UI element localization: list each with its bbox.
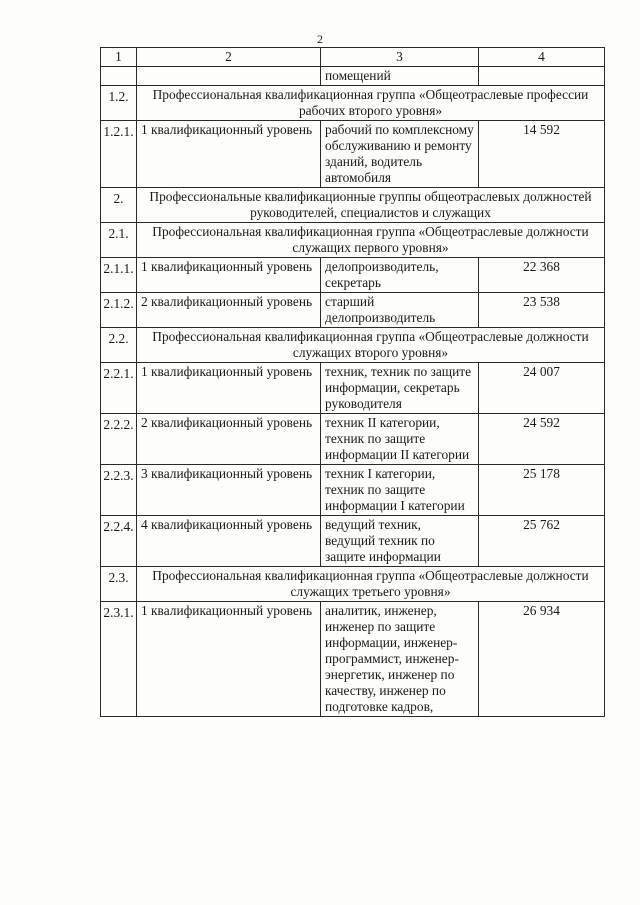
table-row-continuation (101, 67, 605, 86)
table-row (101, 414, 605, 465)
position-list: техник I категории, техник по защите информации I категории (321, 465, 479, 516)
table-row (101, 121, 605, 188)
salary-value: 26 934 (479, 602, 605, 717)
position-list: техник, техник по защите информации, секретарь руководителя (321, 363, 479, 414)
salary-value: 24 007 (479, 363, 605, 414)
salary-cell (479, 67, 605, 86)
column-header: 4 (479, 48, 605, 67)
qualification-level: 2 квалификационный уровень (137, 414, 321, 465)
row-number: 1.2.1. (101, 121, 137, 188)
column-header: 1 (101, 48, 137, 67)
qualification-level: 1 квалификационный уровень (137, 121, 321, 188)
row-number: 2.1.1. (101, 258, 137, 293)
position-list: аналитик, инженер, инженер по защите информации, инженер-программист, инженер-энергетик, инженер по качеству, инженер по подготовке кадров, (321, 602, 479, 717)
qualification-level: 2 квалификационный уровень (137, 293, 321, 328)
qualification-level: 4 квалификационный уровень (137, 516, 321, 567)
group-header-row (101, 328, 605, 363)
column-header: 2 (137, 48, 321, 67)
salary-value: 22 368 (479, 258, 605, 293)
group-title: Профессиональная квалификационная группа «Общеотраслевые должности служащих второго уровня» (137, 328, 605, 363)
table-row (101, 258, 605, 293)
row-number: 1.2. (101, 86, 137, 121)
group-title: Профессиональная квалификационная группа «Общеотраслевые профессии рабочих второго уровня» (137, 86, 605, 121)
position-list: старший делопроизводитель (321, 293, 479, 328)
position-list: делопроизводитель, секретарь (321, 258, 479, 293)
qualification-level: 1 квалификационный уровень (137, 258, 321, 293)
column-header: 3 (321, 48, 479, 67)
table-row (101, 516, 605, 567)
group-title: Профессиональные квалификационные группы общеотраслевых должностей руководителей, специалистов и служащих (137, 188, 605, 223)
salary-value: 23 538 (479, 293, 605, 328)
salary-value: 24 592 (479, 414, 605, 465)
group-header-row (101, 86, 605, 121)
level-cell (137, 67, 321, 86)
table-row (101, 465, 605, 516)
table-row (101, 602, 605, 717)
salary-value: 14 592 (479, 121, 605, 188)
qualification-level: 1 квалификационный уровень (137, 602, 321, 717)
group-header-row (101, 567, 605, 602)
position-list: ведущий техник, ведущий техник по защите информации (321, 516, 479, 567)
group-header-row (101, 188, 605, 223)
group-title: Профессиональная квалификационная группа «Общеотраслевые должности служащих первого уровня» (137, 223, 605, 258)
row-number: 2.2.1. (101, 363, 137, 414)
row-number: 2.2. (101, 328, 137, 363)
position-list: рабочий по комплексному обслуживанию и ремонту зданий, водитель автомобиля (321, 121, 479, 188)
row-number: 2.2.3. (101, 465, 137, 516)
table-header-row (101, 48, 605, 67)
salary-value: 25 178 (479, 465, 605, 516)
salary-value: 25 762 (479, 516, 605, 567)
salary-table (100, 47, 605, 717)
qualification-level: 3 квалификационный уровень (137, 465, 321, 516)
row-number: 2.3. (101, 567, 137, 602)
row-number: 2.3.1. (101, 602, 137, 717)
table-row (101, 363, 605, 414)
row-number: 2.1. (101, 223, 137, 258)
row-number (101, 67, 137, 86)
row-number: 2.2.4. (101, 516, 137, 567)
qualification-level: 1 квалификационный уровень (137, 363, 321, 414)
position-cell: помещений (321, 67, 479, 86)
group-header-row (101, 223, 605, 258)
group-title: Профессиональная квалификационная группа «Общеотраслевые должности служащих третьего уровня» (137, 567, 605, 602)
row-number: 2.2.2. (101, 414, 137, 465)
table-row (101, 293, 605, 328)
page-number: 2 (317, 32, 323, 46)
position-list: техник II категории, техник по защите информации II категории (321, 414, 479, 465)
row-number: 2.1.2. (101, 293, 137, 328)
row-number: 2. (101, 188, 137, 223)
